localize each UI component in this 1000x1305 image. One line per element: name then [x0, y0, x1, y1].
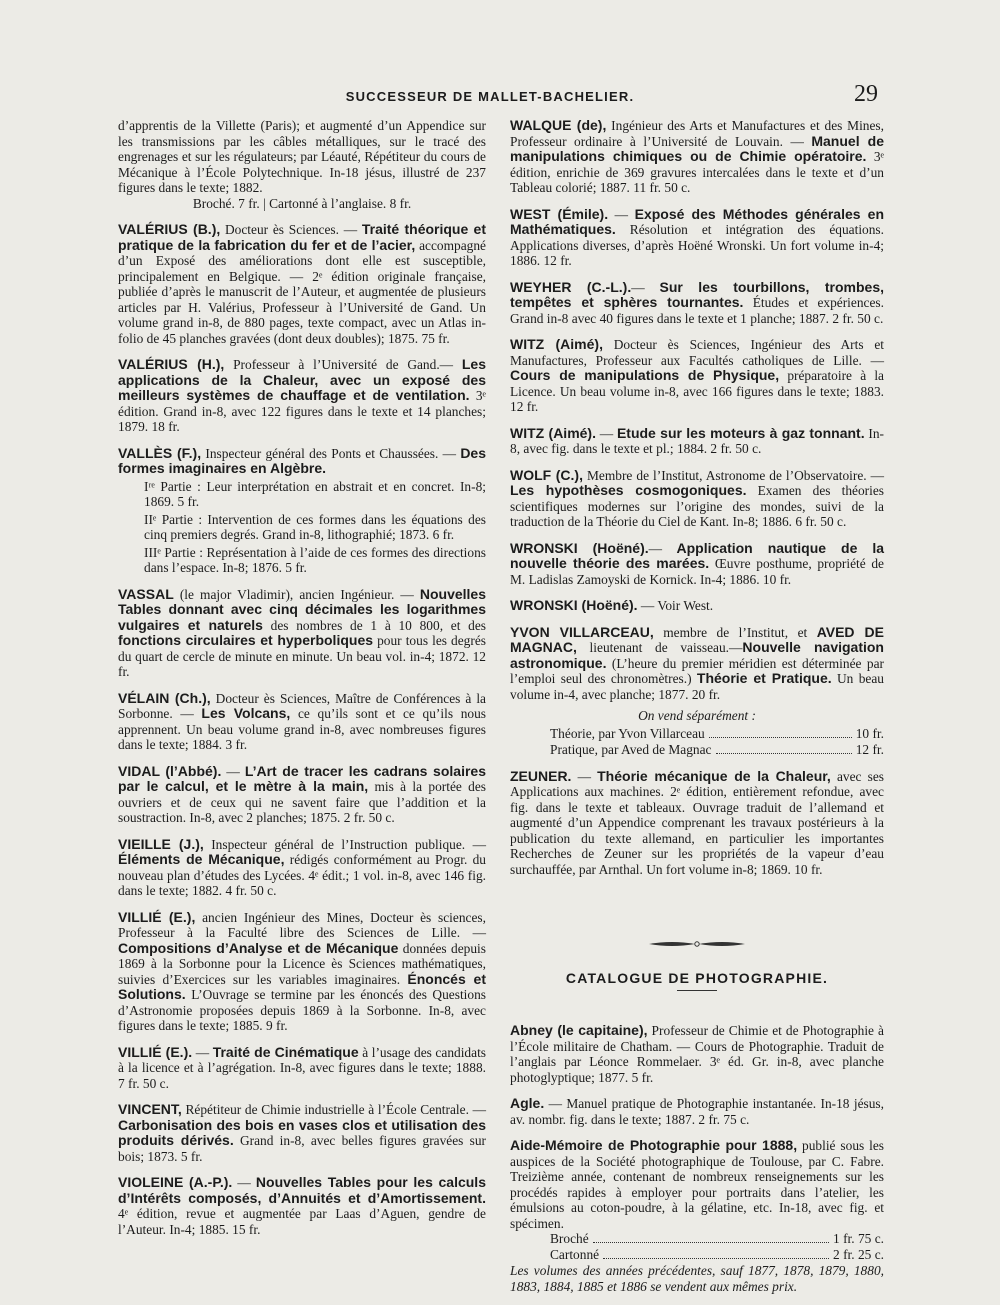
- catalogue-heading: CATALOGUE DE PHOTOGRAPHIE.: [565, 969, 829, 986]
- entry-author: YVON VILLARCEAU,: [510, 623, 654, 640]
- entry-part: IIᵉ Partie : Intervention de ces formes dans les équations des cinq premiers degrés. Grand in-8, lithographié; 1873. 6 fr.: [144, 511, 486, 542]
- entry-mid: lieutenant de vaisseau.—: [576, 640, 743, 655]
- catalogue-entry: [510, 598, 884, 614]
- catalogue-entry: [510, 541, 884, 588]
- entry-details: 4ᵉ édition, revue et augmentée par Laas d’Aguen, gendre de l’Auteur. In-4; 1885. 15 fr.: [118, 1206, 486, 1237]
- entry-lead: Inspecteur général de l’Instruction publique. —: [203, 836, 486, 852]
- entry-title: Nouvelles Tables pour les calculs d’Intérêts composés, d’Annuités et d’Amortissement.: [118, 1174, 486, 1206]
- entry-title: Carbonisation des bois en vases clos et utilisation des produits dérivés.: [118, 1116, 486, 1148]
- page-number: 29: [854, 81, 878, 107]
- entry-title: Traité théorique et pratique de la fabrication du fer et de l’acier,: [118, 221, 486, 253]
- entry-author: WOLF (C.),: [510, 466, 583, 483]
- dot-leader: [709, 737, 852, 738]
- entry-title: Application nautique de la nouvelle théorie des marées.: [510, 539, 885, 571]
- left-column: [118, 118, 486, 1248]
- catalogue-entry: [118, 1102, 486, 1164]
- entry-details: préparatoire à la Licence. Un beau volume in-8, avec 166 figures dans le texte; 1883. 12 fr.: [510, 368, 885, 414]
- entry-lead: membre de l’Institut, et: [653, 624, 817, 640]
- entry-mid: des nombres de 1 à 10 800, et des: [262, 617, 486, 633]
- entry-details: Un beau volume in-4, avec planche; 1877. 20 fr.: [510, 671, 884, 702]
- price-row: [510, 742, 884, 758]
- entry-title: L’Art de tracer les cadrans solaires par le calcul, et le mètre à la main,: [118, 762, 486, 794]
- catalogue-entry: [118, 222, 486, 346]
- entry-part: Iʳᵉ Partie : Leur interprétation en abstrait et en concret. In-8; 1869. 5 fr.: [144, 478, 486, 509]
- price-row-label: Broché: [550, 1231, 589, 1246]
- entry-title: Théorie mécanique de la Chaleur,: [597, 767, 831, 784]
- entry-mid: données depuis 1869 à la Sorbonne pour la Licence ès Sciences mathématiques, suivies d’Exercices sur les variables imaginaires.: [118, 940, 486, 987]
- price-row: [510, 1247, 884, 1263]
- entry-title: Nouvelle navigation astronomique.: [510, 639, 884, 671]
- entry-title: Traité de Cinématique: [212, 1043, 359, 1060]
- entry-author: VIEILLE (J.),: [118, 835, 204, 852]
- entry-lead: Inspecteur général des Ponts et Chaussées. —: [201, 445, 461, 461]
- entry-details: L’Ouvrage se termine par les énoncés des Questions d’Astronomie proposées depuis 1869 à la Sorbonne. In-8, avec figures dans le texte; 1885. 9 fr.: [118, 987, 486, 1033]
- entry-details: Grand in-8, avec belles figures gravées sur bois; 1873. 5 fr.: [118, 1133, 486, 1164]
- catalogue-entry: [510, 207, 884, 269]
- entry-lead: Professeur à l’Université de Gand.—: [224, 357, 462, 372]
- entry-lead: —: [608, 206, 635, 222]
- catalogue-entry: [118, 1045, 486, 1092]
- catalogue-entry: [118, 587, 486, 680]
- catalogue-entry: [510, 769, 884, 878]
- entry-author: VILLIÉ (E.).: [118, 1043, 193, 1060]
- entry-details: à l’usage des candidats à la licence et à l’agrégation. In-8, avec figures dans le texte; 1888. 7 fr. 50 c.: [118, 1044, 486, 1091]
- entry-title: Cours de manipulations de Physique,: [510, 367, 780, 383]
- entry-title: Etude sur les moteurs à gaz tonnant.: [616, 424, 865, 441]
- entry-title: Des formes imaginaires en Algèbre.: [118, 444, 486, 476]
- entry-details: Examen des théories scientifiques modernes sur l’origine des mondes, suivi de la traduction de la Théorie du Ciel de Kant. In-8; 1886. 6 fr. 50 c.: [510, 483, 884, 529]
- catalogue-entry: [510, 1096, 884, 1127]
- entry-author: WALQUE (de),: [510, 117, 607, 133]
- catalogue-entry: [510, 426, 884, 457]
- heading-rule: [677, 990, 717, 991]
- entry-mid-2: (L’heure du premier méridien est déterminée par l’emploi seul des chronomètres.): [510, 655, 884, 686]
- catalogue-entry: [118, 837, 486, 899]
- catalogue-entry: [510, 1023, 884, 1085]
- price-row-label: Pratique, par Aved de Magnac: [550, 741, 712, 757]
- entry-lead: Répétiteur de Chimie industrielle à l’École Centrale. —: [181, 1102, 486, 1117]
- entry-text: d’apprentis de la Villette (Paris); et augmenté d’un Appendice sur les transmissions par les câbles métalliques, sur le tracé des engrenages et sur les régulateurs; par Léauté, Répétiteur du cours de Mécanique à l’École Polytechnique. In-18 jésus, illustré de 237 figures dans le texte; 1882.: [118, 118, 486, 195]
- entry-author: WITZ (Aimé).: [510, 424, 596, 441]
- catalogue-entry: [118, 446, 486, 576]
- catalogue-entry: [510, 625, 884, 758]
- entry-author: VINCENT,: [118, 1101, 182, 1117]
- entry-lead: —: [631, 279, 660, 295]
- entry-lead: Docteur ès Sciences, Maître de Conférences à la Sorbonne. —: [118, 690, 486, 721]
- entry-lead: —: [648, 540, 677, 556]
- entry-details: — Manuel pratique de Photographie instantanée. In-18 jésus, av. nombr. fig. dans le texte; 1887. 2 fr. 75 c.: [510, 1096, 884, 1127]
- entry-lead: ancien Ingénieur des Mines, Docteur ès sciences, Professeur à la Faculté libre des Sciences de Lille. —: [118, 909, 486, 940]
- entry-details: In-8, avec fig. dans le texte et pl.; 1884. 2 fr. 50 c.: [510, 425, 885, 456]
- entry-title-2: Théorie et Pratique.: [696, 670, 832, 686]
- catalogue-entry: [510, 468, 884, 530]
- entry-lead: Ingénieur des Arts et Manufactures et des Mines, Professeur ordinaire à l’Université de Louvain. —: [510, 118, 884, 149]
- ornament-divider: [510, 937, 884, 953]
- entry-lead: Docteur ès Sciences, Ingénieur des Arts et Manufactures, Professeur aux Facultés catholiques de Lille. —: [510, 337, 884, 368]
- entry-title-2: fonctions circulaires et hyperboliques: [118, 632, 374, 648]
- entry-author-2: AVED DE MAGNAC,: [510, 623, 884, 655]
- entry-title: Compositions d’Analyse et de Mécanique: [118, 939, 399, 956]
- entry-details: 3ᵉ édition. Grand in-8, avec 122 figures dans le texte et 14 planches; 1879. 18 fr.: [118, 388, 486, 434]
- catalogue-entry: [118, 118, 486, 211]
- catalogue-entry: [118, 691, 486, 753]
- page-header: [0, 81, 1000, 115]
- price-row: [510, 726, 884, 742]
- entry-title: Sur les tourbillons, trombes, tempêtes et sphères tournantes.: [510, 278, 884, 310]
- entry-author: VALÉRIUS (B.),: [118, 221, 221, 237]
- entry-details: accompagné d’un Exposé des améliorations dont elle est susceptible, principalement en Belgique. — 2ᵉ édition originale française, publiée d’après le manuscrit de l’Auteur, et augmentée de plusieurs articles par H. Valérius, Professeur à l’Université de Gand. Un volume grand in-8, de 880 pages, texte compact, avec un Atlas in-folio de 45 planches gravées (dont deux doubles); 1875. 75 fr.: [118, 237, 486, 346]
- price-row-value: 1 fr. 75 c.: [833, 1231, 884, 1246]
- price-row: [510, 1231, 884, 1247]
- entry-details: Œuvre posthume, propriété de M. Ladislas Zamoyski de Kornick. In-4; 1886. 10 fr.: [510, 556, 884, 587]
- entry-title: Éléments de Mécanique,: [118, 851, 285, 867]
- entry-lead: Membre de l’Institut, Astronome de l’Observatoire. —: [582, 467, 885, 483]
- catalogue-entry: [510, 337, 884, 415]
- entry-title: Nouvelles Tables donnant avec cinq décimales les logarithmes vulgaires et naturels: [118, 585, 486, 633]
- entry-author: Agle.: [510, 1095, 545, 1111]
- price-row-label: Théorie, par Yvon Villarceau: [550, 725, 705, 741]
- entry-lead: Docteur ès Sciences. —: [220, 222, 362, 237]
- entry-author: WITZ (Aimé),: [510, 336, 603, 352]
- entry-lead: —: [571, 768, 598, 784]
- entry-details: — Voir West.: [637, 598, 714, 613]
- catalogue-entry: [510, 118, 884, 196]
- entry-lead: —: [232, 1175, 256, 1190]
- entry-lead: —: [192, 1044, 213, 1060]
- ornament-icon: [647, 940, 747, 948]
- price-row-label: Cartonné: [550, 1247, 600, 1262]
- running-title: SUCCESSEUR DE MALLET-BACHELIER.: [345, 89, 635, 104]
- entry-lead: —: [595, 425, 617, 441]
- entry-details: avec ses Applications aux machines. 2ᵉ édition, entièrement refondue, avec fig. dans le texte et tableaux. Ouvrage traduit de l’allemand et augmenté d’un Appendice comprenant les travaux postérieurs à la publication du texte allemand, en particulier les importantes Recherches de Zeuner sur les propriétés de la vapeur d’eau surchauffée, par Arnthal. Un fort volume in-8; 1869. 10 fr.: [510, 768, 884, 877]
- entry-part: IIIᵉ Partie : Représentation à l’aide de ces formes des directions dans l’espace. In-8; 1876. 5 fr.: [144, 544, 486, 575]
- sold-separately-label: On vend séparément :: [638, 708, 756, 723]
- entry-lead: —: [221, 763, 245, 779]
- dot-leader: [603, 1258, 829, 1259]
- entry-details: Professeur de Chimie et de Photographie à l’École militaire de Chatham. — Cours de Photographie. Traduit de l’anglais par Léonce Rommelaer. 3ᵉ éd. Gr. in-8, avec planche photoglyptique; 1877. 5 fr.: [510, 1023, 884, 1085]
- entry-details: 3ᵉ édition, enrichie de 369 gravures intercalées dans le texte et d’un Tableau colorié; 1887. 11 fr. 50 c.: [510, 149, 884, 195]
- catalogue-entry: [118, 764, 486, 826]
- catalogue-entry: [118, 357, 486, 435]
- entry-title: Les Volcans,: [201, 705, 291, 721]
- entry-title: Les applications de la Chaleur, avec un exposé des meilleurs systèmes de chauffage et de ventilation.: [118, 356, 486, 403]
- price-row-value: 10 fr.: [855, 725, 884, 741]
- price-row-value: 12 fr.: [855, 741, 884, 757]
- entry-note: Les volumes des années précédentes, sauf 1877, 1878, 1879, 1880, 1883, 1884, 1885 et 1886 se vendent aux mêmes prix.: [510, 1263, 884, 1294]
- entry-author: WEYHER (C.-L.).: [510, 278, 632, 295]
- entry-author: Abney (le capitaine),: [510, 1022, 648, 1038]
- entry-details: pour tous les degrés du quart de cercle de minute en minute. Un beau vol. in-4; 1872. 12 fr.: [118, 633, 486, 679]
- dot-leader: [716, 753, 852, 754]
- entry-lead: (le major Vladimir), ancien Ingénieur. —: [173, 586, 420, 602]
- entry-author: WEST (Émile).: [510, 205, 609, 222]
- entry-title-2: Énoncés et Solutions.: [118, 970, 486, 1002]
- entry-details: publié sous les auspices de la Société photographique de Toulouse, par C. Fabre. Treizième année, contenant de nombreux renseignements sur les procédés rapides à employer pour portraits dans l’atelier, les émulsions au coton-poudre, à la gélatine, etc. In-18, avec fig. et spécimen.: [510, 1138, 885, 1231]
- entry-details: rédigés conformément au Progr. du nouveau plan d’études des Lycées. 4ᵉ édit.; 1 vol. in-8, avec 146 fig. dans le texte; 1882. 4 fr. 50 c.: [118, 852, 486, 898]
- entry-details: ce qu’ils sont et ce qu’ils nous apprennent. Un beau volume grand in-8, avec nombreuses figures dans le texte; 1884. 3 fr.: [118, 706, 486, 752]
- catalogue-entry: [510, 280, 884, 327]
- entry-author: VALLÈS (F.),: [118, 444, 202, 461]
- entry-author: VASSAL: [118, 585, 174, 602]
- entry-author: VALÉRIUS (H.),: [118, 356, 225, 372]
- catalogue-entry: [510, 1138, 884, 1294]
- catalogue-entry: [118, 1175, 486, 1237]
- entry-details: Études et expériences. Grand in-8 avec 40 figures dans le texte et 1 planche; 1887. 2 fr. 50 c.: [510, 295, 884, 326]
- right-column: [510, 118, 884, 1305]
- entry-author: WRONSKI (Hoëné).: [510, 539, 649, 556]
- entry-prices: Broché. 7 fr. | Cartonné à l’anglaise. 8 fr.: [192, 195, 412, 211]
- catalogue-entry: [118, 910, 486, 1034]
- entry-title: Exposé des Méthodes générales en Mathématiques.: [510, 205, 884, 237]
- dot-leader: [593, 1242, 829, 1243]
- entry-author: VIDAL (l’Abbé).: [118, 762, 222, 779]
- entry-details: mis à la portée des ouvriers et de ceux qui ne savent faire que l’addition et la soustraction. In-8, avec 2 planches; 1875. 2 fr. 50 c.: [118, 779, 486, 825]
- entry-author: VIOLEINE (A.-P.).: [118, 1174, 233, 1190]
- entry-author: WRONSKI (Hoëné).: [510, 597, 638, 613]
- entry-author: VÉLAIN (Ch.),: [118, 689, 211, 706]
- entry-details: Résolution et intégration des équations. Applications diverses, d’après Hoëné Wronski. Un fort volume in-4; 1886. 12 fr.: [510, 222, 884, 268]
- entry-author: VILLIÉ (E.),: [118, 908, 196, 925]
- entry-author: ZEUNER.: [510, 767, 572, 784]
- price-row-value: 2 fr. 25 c.: [833, 1247, 884, 1262]
- entry-title: Aide-Mémoire de Photographie pour 1888,: [510, 1137, 798, 1153]
- entry-title: Manuel de manipulations chimiques ou de Chimie opératoire.: [510, 132, 884, 164]
- entry-title: Les hypothèses cosmogoniques.: [510, 482, 747, 498]
